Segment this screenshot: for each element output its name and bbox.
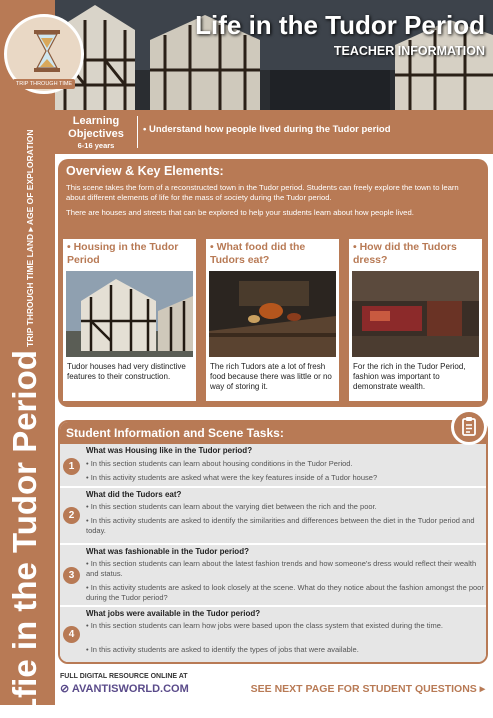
task-bullet: • In this section students can learn about the varying diet between the rich and the poor. — [86, 502, 377, 511]
tudor-dress-image — [352, 271, 479, 357]
task-bullet: • In this activity students are asked what were the key features inside of a Tudor house? — [86, 473, 378, 482]
divider — [137, 116, 138, 148]
card-text: The rich Tudors ate a lot of fresh food because there was little or no way of storing it. — [210, 362, 332, 391]
overview-title: Overview & Key Elements: — [66, 164, 224, 178]
card-title: • What food did the Tudors eat? — [210, 241, 306, 266]
task-item — [60, 545, 488, 607]
overview-paragraph: This scene takes the form of a reconstructed town in the Tudor period. Students can freely explore the town to learn about different elements of life for the mass of society during the Tudor period. — [66, 183, 459, 202]
sidebar-subtitle: TRIP THROUGH TIME LAND ▸ AGE OF EXPLORATION — [25, 129, 35, 347]
key-element-card — [349, 239, 482, 401]
task-question: What was Housing like in the Tudor period? — [86, 446, 253, 455]
task-item — [60, 488, 488, 545]
task-bullet: • In this section students can learn how jobs were based upon the class system that existed during the time. — [86, 621, 443, 630]
key-element-card — [206, 239, 339, 401]
age-range: 6-16 years — [77, 141, 115, 150]
task-bullet: • In this section students can learn about housing conditions in the Tudor Period. — [86, 459, 353, 468]
card-text: Tudor houses had very distinctive features to their construction. — [67, 362, 186, 381]
hourglass-icon — [34, 30, 60, 72]
footer-website-link[interactable]: ⊘ AVANTISWORLD.COM — [60, 683, 189, 695]
task-number: 4 — [63, 626, 80, 643]
tasks-title: Student Information and Scene Tasks: — [66, 426, 284, 440]
learning-objectives-bar — [55, 110, 493, 154]
overview-paragraph: There are houses and streets that can be explored to help your students learn about how people lived. — [66, 208, 414, 217]
clipboard-icon — [451, 409, 487, 445]
sidebar — [0, 0, 55, 718]
learning-objectives-title: Learning Objectives — [68, 115, 124, 140]
tasks-section — [58, 420, 488, 664]
page-subtitle: TEACHER INFORMATION — [333, 44, 485, 58]
card-title: • How did the Tudors dress? — [353, 241, 457, 266]
tasks-header — [60, 422, 488, 444]
task-number: 3 — [63, 567, 80, 584]
card-text: For the rich in the Tudor Period, fashion was important to demonstrate wealth. — [353, 362, 466, 391]
task-bullet: • In this section students can learn about the latest fashion trends and how someone's dress would reflect their wealth and status. — [86, 559, 477, 578]
trip-through-time-logo — [4, 14, 84, 94]
task-question: What was fashionable in the Tudor period? — [86, 547, 249, 556]
task-number: 2 — [63, 507, 80, 524]
logo-ribbon: TRIP THROUGH TIME — [13, 79, 75, 89]
tudor-food-image — [209, 271, 336, 357]
next-page-link[interactable]: SEE NEXT PAGE FOR STUDENT QUESTIONS ▸ — [250, 683, 485, 695]
task-bullet: • In this activity students are asked to look closely at the scene. What do they notice about the fashion amongst the poor during the Tudor period? — [86, 583, 484, 602]
task-question: What did the Tudors eat? — [86, 490, 182, 499]
clipboard-glyph — [454, 412, 484, 442]
page-title: Life in the Tudor Period — [195, 10, 485, 40]
hero-banner — [55, 0, 493, 110]
task-bullet: • In this activity students are asked to identify the similarities and differences between the diet in the Tudor period and today. — [86, 516, 475, 535]
tudor-house-image — [66, 271, 193, 357]
overview-section — [58, 159, 488, 407]
task-bullet: • In this activity students are asked to identify the types of jobs that were available. — [86, 645, 359, 654]
footer-resource-label: FULL DIGITAL RESOURCE ONLINE AT — [60, 673, 188, 680]
task-question: What jobs were available in the Tudor period? — [86, 609, 261, 618]
sidebar-title: Lfie in the Tudor Period — [6, 350, 43, 718]
task-item — [60, 444, 488, 488]
learning-objective: • Understand how people lived during the Tudor period — [143, 124, 391, 135]
task-item — [60, 607, 488, 664]
task-number: 1 — [63, 458, 80, 475]
card-title: • Housing in the Tudor Period — [67, 241, 179, 266]
key-element-card — [63, 239, 196, 401]
